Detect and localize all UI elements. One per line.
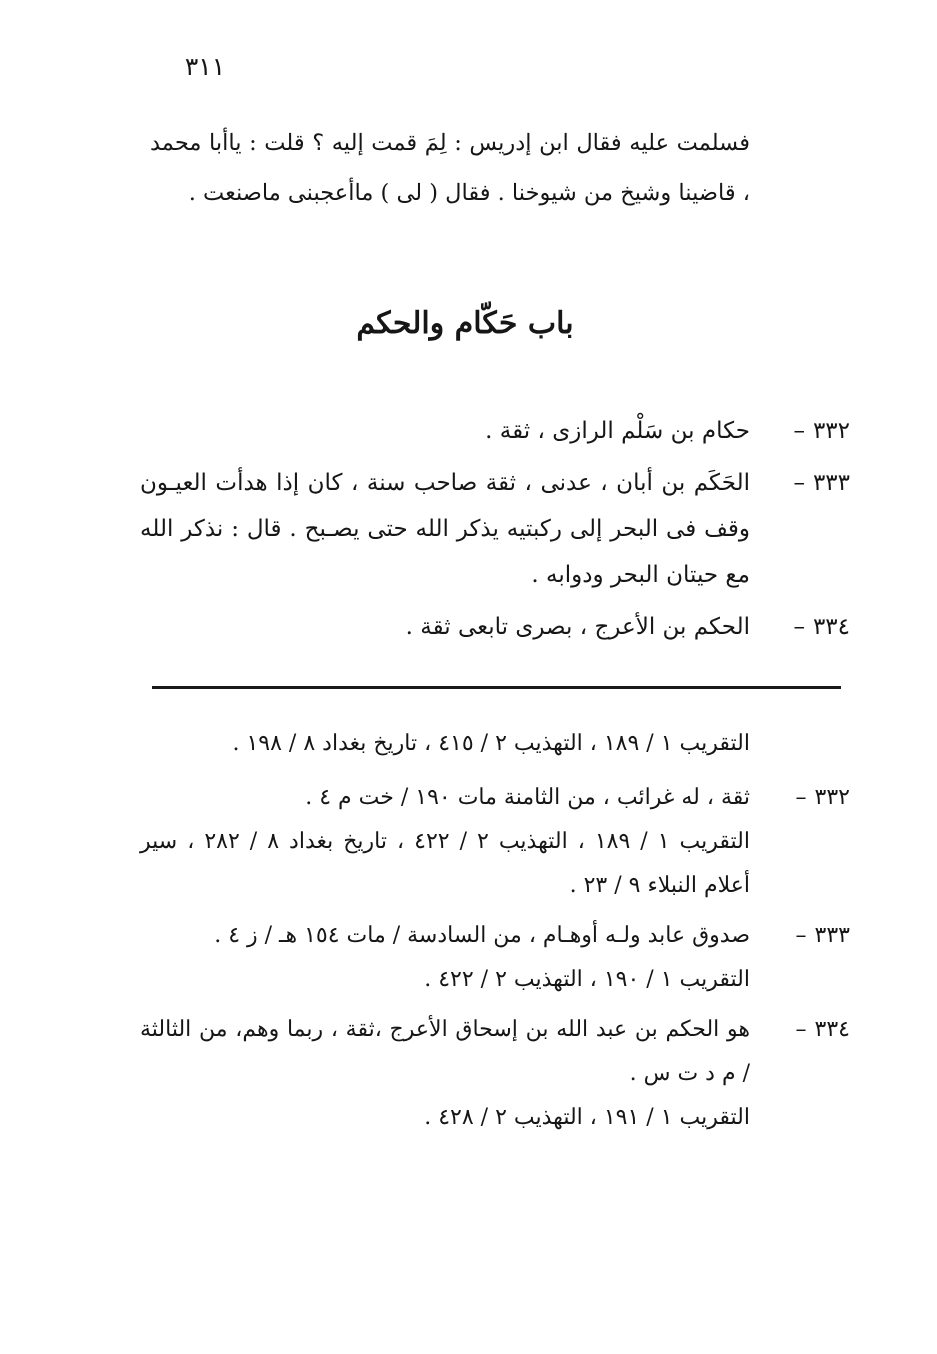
footnote-separator [152,686,841,689]
entry-334 [140,604,850,650]
chapter-title: باب حَكّام والحكم [356,306,574,341]
entry-333 [140,460,850,598]
footnote-number: ٣٣٣ [814,923,850,948]
footnote-332 [140,776,850,908]
entry-dash: – [793,614,805,640]
entry-332 [140,408,850,454]
footnote-dash: – [795,1017,807,1042]
footnote-number: ٣٣٤ [814,1017,850,1042]
footnote-333 [140,914,850,1002]
entry-text: الحَكَم بن أبان ، عدنى ، ثقة صاحب سنة ، كان إذا هدأت العيـون وقف فى البحر إلى ركبتيه يذكر الله حتى يصـبح . قال : نذكر الله مع حيتان البحر ودوابه . [140,470,750,588]
footnote-source: التقريب ١ / ١٩١ ، التهذيب ٢ / ٤٢٨ . [424,1105,750,1130]
entry-dash: – [793,470,805,496]
intro-paragraph: فسلمت عليه فقال ابن إدريس : لِمَ قمت إليه ؟ قلت : ياأبا محمد ، قاضينا وشيخ من شيوخنا . فقال ( لى ) ماأعجبنى ماصنعت . [150,130,750,206]
page-number: ٣١١ [184,52,226,81]
entries-list [140,408,850,656]
entry-number: ٣٣٤ [812,614,850,640]
footnote-source: التقريب ١ / ١٨٩ ، التهذيب ٢ / ٤٢٢ ، تاريخ بغداد ٨ / ٢٨٢ ، سير أعلام النبلاء ٩ / ٢٣ . [140,829,750,898]
footnote-dash: – [795,785,807,810]
footnote-number: ٣٣٢ [814,785,850,810]
footnote-334 [140,1008,850,1140]
footnotes [140,722,850,1146]
footnote-text: صدوق عابد ولـه أوهـام ، من السادسة / مات ١٥٤ هـ / ز ٤ . [214,923,750,948]
footnote-continuation: التقريب ١ / ١٨٩ ، التهذيب ٢ / ٤١٥ ، تاريخ بغداد ٨ / ١٩٨ . [232,731,750,756]
footnote-source: التقريب ١ / ١٩٠ ، التهذيب ٢ / ٤٢٢ . [424,967,750,992]
entry-dash: – [793,418,805,444]
entry-number: ٣٣٣ [812,470,850,496]
footnote-text: هو الحكم بن عبد الله بن إسحاق الأعرج ،ثقة ، ربما وهم، من الثالثة / م د ت س . [140,1017,750,1086]
entry-text: الحكم بن الأعرج ، بصرى تابعى ثقة . [405,614,750,640]
footnote-dash: – [795,923,807,948]
entry-number: ٣٣٢ [812,418,850,444]
footnote-text: ثقة ، له غرائب ، من الثامنة مات ١٩٠ / خت م ٤ . [305,785,750,810]
entry-text: حكام بن سَلْم الرازى ، ثقة . [485,418,750,444]
